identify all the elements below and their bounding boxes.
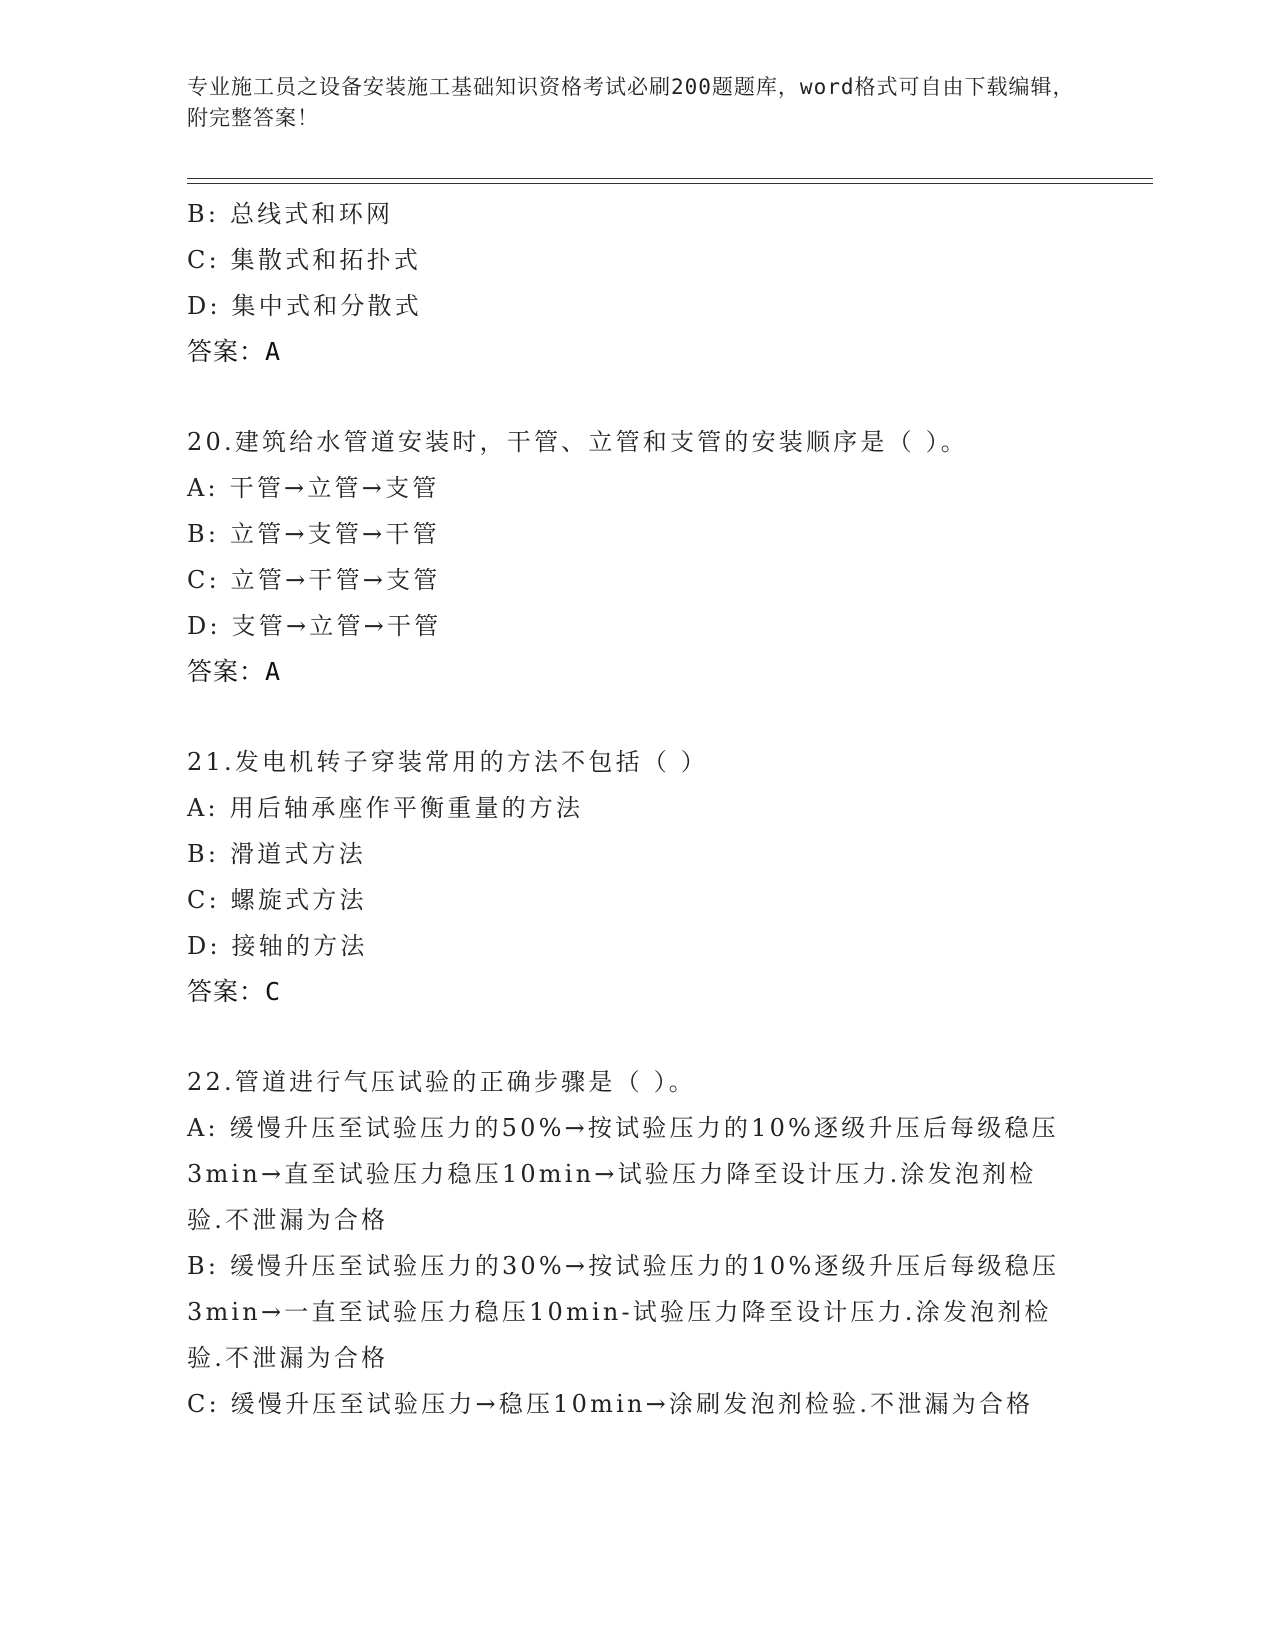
option-a: A: 干管→立管→支管 — [187, 474, 440, 502]
option-a: A: 用后轴承座作平衡重量的方法 — [187, 794, 584, 822]
spacer — [187, 695, 1087, 739]
question-21 — [187, 739, 1087, 1015]
answer: 答案：A — [187, 337, 282, 366]
option-b: B: 立管→支管→干管 — [187, 520, 440, 548]
option-a: A: 缓慢升压至试验压力的50%→按试验压力的10%逐级升压后每级稳压3min→直至试验压力稳压10min→试验压力降至设计压力.涂发泡剂检验.不泄漏为合格 — [187, 1114, 1059, 1234]
option-b: B: 滑道式方法 — [187, 840, 366, 868]
option-b: B: 总线式和环网 — [187, 200, 394, 228]
header-rule-bottom — [187, 183, 1153, 184]
option-b: B: 缓慢升压至试验压力的30%→按试验压力的10%逐级升压后每级稳压3min→一直至试验压力稳压10min-试验压力降至设计压力.涂发泡剂检验.不泄漏为合格 — [187, 1252, 1060, 1372]
option-c: C: 缓慢升压至试验压力→稳压10min→涂刷发泡剂检验.不泄漏为合格 — [187, 1390, 1034, 1418]
question-19-continued — [187, 191, 1087, 375]
spacer — [187, 1015, 1087, 1059]
question-stem: 22.管道进行气压试验的正确步骤是（ ）。 — [187, 1068, 696, 1096]
option-c: C: 立管→干管→支管 — [187, 566, 441, 594]
page-header: 专业施工员之设备安装施工基础知识资格考试必刷200题题库，word格式可自由下载编辑，附完整答案！ — [187, 75, 1075, 130]
option-c: C: 螺旋式方法 — [187, 886, 367, 914]
option-c: C: 集散式和拓扑式 — [187, 246, 422, 274]
question-stem: 20.建筑给水管道安装时，干管、立管和支管的安装顺序是（ ）。 — [187, 428, 968, 456]
document-content — [187, 191, 1087, 1427]
question-stem: 21.发电机转子穿装常用的方法不包括（ ） — [187, 748, 708, 776]
spacer — [187, 375, 1087, 419]
option-d: D: 接轴的方法 — [187, 932, 368, 960]
option-d: D: 集中式和分散式 — [187, 292, 422, 320]
option-d: D: 支管→立管→干管 — [187, 612, 442, 640]
question-22 — [187, 1059, 1087, 1427]
answer: 答案：A — [187, 657, 282, 686]
header-rule-top — [187, 178, 1153, 179]
question-20 — [187, 419, 1087, 695]
answer: 答案：C — [187, 977, 282, 1006]
